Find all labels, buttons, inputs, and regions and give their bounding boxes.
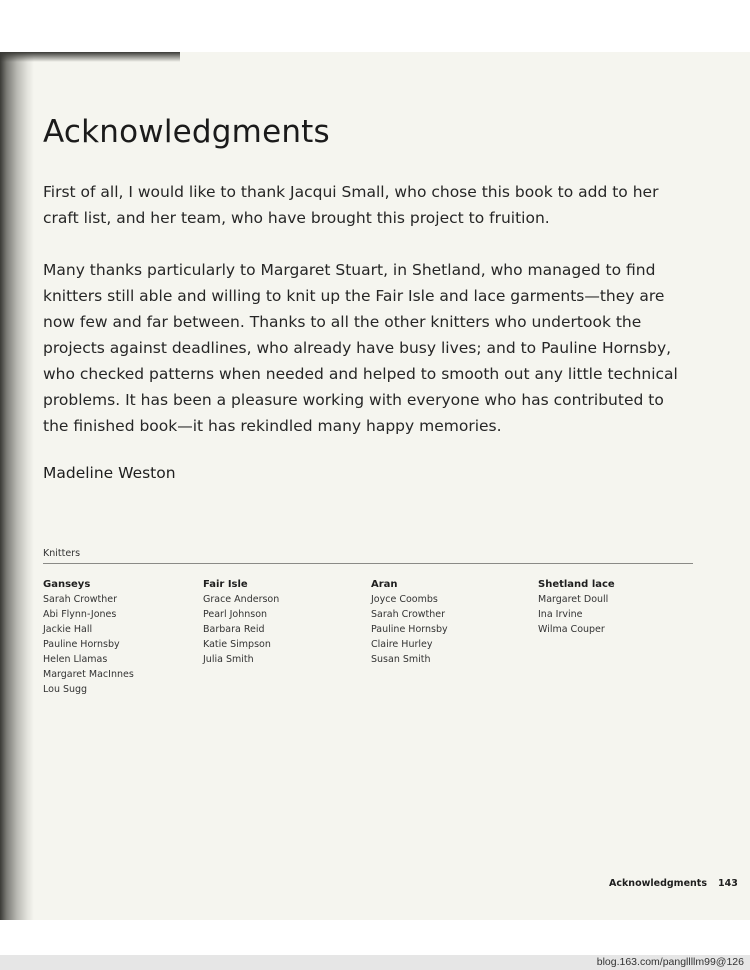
knitters-column-aran: [371, 577, 531, 667]
knitter-name: Joyce Coombs: [371, 594, 438, 605]
column-heading: Aran: [371, 579, 398, 590]
knitter-name: Helen Llamas: [43, 654, 108, 665]
knitter-name: Margaret MacInnes: [43, 669, 134, 680]
knitter-name: Julia Smith: [203, 654, 254, 665]
column-heading: Ganseys: [43, 579, 91, 590]
knitters-label: Knitters: [43, 548, 81, 559]
knitter-name: Pauline Hornsby: [43, 639, 120, 650]
knitter-list: [203, 592, 363, 667]
author-signature: Madeline Weston: [43, 464, 176, 482]
knitter-name: Grace Anderson: [203, 594, 280, 605]
footer-section-title: Acknowledgments: [609, 878, 707, 889]
column-heading: Shetland lace: [538, 579, 615, 590]
knitter-name: Susan Smith: [371, 654, 431, 665]
knitters-divider: [43, 563, 693, 564]
thanks-paragraph: Many thanks particularly to Margaret Stuart, in Shetland, who managed to find knitters still able and willing to knit up the Fair Isle and lace garments—they are now few and far between. Thanks to all the other knitters who undertook the projects against deadlines, who already have busy lives; and to Pauline Hornsby, who checked patterns when needed and helped to smooth out any little technical problems. It has been a pleasure working with everyone who has contributed to the finished book—it has rekindled many happy memories.: [43, 261, 678, 435]
knitter-name: Sarah Crowther: [43, 594, 118, 605]
knitter-name: Lou Sugg: [43, 684, 88, 695]
watermark-bar: [0, 955, 750, 970]
knitters-column-shetland-lace: [538, 577, 698, 637]
watermark-text: blog.163.com/pangllllm99@126: [596, 956, 744, 968]
column-heading: Fair Isle: [203, 579, 248, 590]
top-edge-shadow: [0, 52, 180, 62]
knitter-name: Pauline Hornsby: [371, 624, 448, 635]
knitter-name: Claire Hurley: [371, 639, 433, 650]
knitter-name: Wilma Couper: [538, 624, 605, 635]
knitter-name: Margaret Doull: [538, 594, 609, 605]
knitter-name: Sarah Crowther: [371, 609, 446, 620]
knitters-column-ganseys: [43, 577, 203, 697]
knitter-name: Jackie Hall: [43, 624, 93, 635]
knitter-name: Katie Simpson: [203, 639, 271, 650]
scanned-page: [0, 52, 750, 920]
page-number: 143: [718, 878, 738, 889]
intro-paragraph: First of all, I would like to thank Jacqui Small, who chose this book to add to her craft list, and her team, who have brought this project to fruition.: [43, 183, 659, 227]
knitters-column-fair-isle: [203, 577, 363, 667]
knitter-name: Ina Irvine: [538, 609, 583, 620]
knitter-list: [538, 592, 698, 637]
knitter-list: [43, 592, 203, 697]
binding-shadow: [0, 52, 34, 920]
knitter-name: Barbara Reid: [203, 624, 265, 635]
knitter-list: [371, 592, 531, 667]
knitter-name: Pearl Johnson: [203, 609, 268, 620]
knitter-name: Abi Flynn-Jones: [43, 609, 117, 620]
page-title: Acknowledgments: [43, 114, 330, 150]
